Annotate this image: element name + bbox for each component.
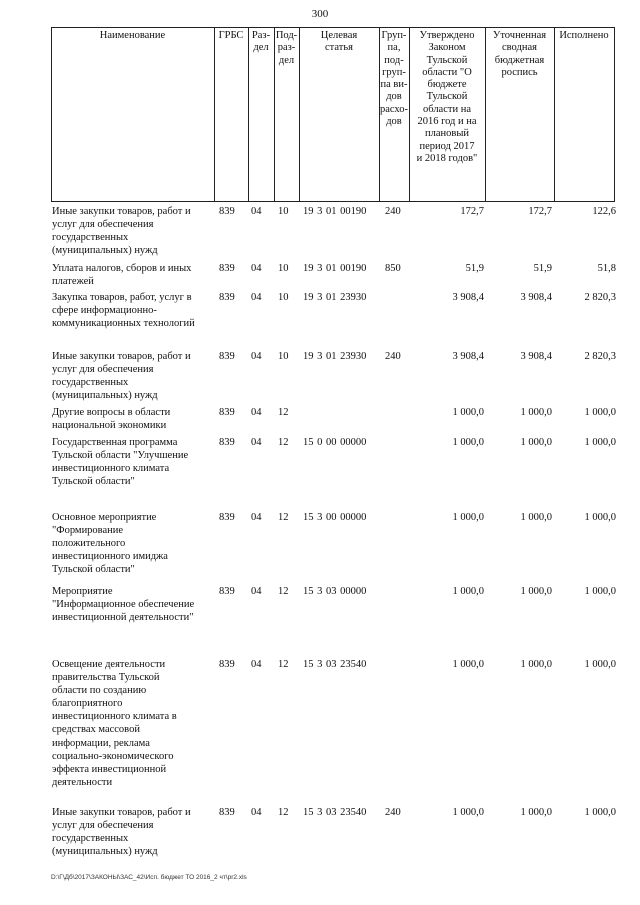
row-celevaya-statya: 19 3 01 00190 [303, 206, 367, 217]
row-ispolneno: 1 000,0 [584, 807, 616, 818]
row-vid-rashodov: 240 [385, 206, 401, 217]
row-utverzhdeno: 1 000,0 [452, 512, 484, 523]
row-name: Основное мероприятие "Формирование положительного инвестиционного имиджа Тульской области" [52, 512, 168, 576]
file-path-footer: D:\Г\Дб\2017\ЗАКОНЫ\ЗАС_42\Исп. бюджет ТО 2016_2 чт\pr2.xls [51, 874, 247, 881]
row-utverzhdeno: 51,9 [465, 263, 484, 274]
row-podrazdel: 12 [278, 807, 289, 818]
row-utverzhdeno: 3 908,4 [452, 292, 484, 303]
header-razdel: Раз- дел [251, 30, 271, 54]
header-naimenovanie: Наименование [99, 30, 166, 41]
row-name: Государственная программа Тульской области "Улучшение инвестиционного климата Тульской области" [52, 437, 189, 488]
row-podrazdel: 10 [278, 206, 289, 217]
row-celevaya-statya: 15 3 00 00000 [303, 512, 367, 523]
row-razdel: 04 [251, 263, 262, 274]
row-celevaya-statya: 19 3 01 00190 [303, 263, 367, 274]
row-razdel: 04 [251, 407, 262, 418]
row-celevaya-statya: 15 3 03 23540 [303, 659, 367, 670]
header-gruppa-vidov-rashodov: Груп- па, под- груп- па ви- дов расхо- дов [379, 30, 409, 128]
row-utochnennaya: 1 000,0 [520, 407, 552, 418]
row-grbs: 839 [219, 292, 235, 303]
row-name: Иные закупки товаров, работ и услуг для обеспечения государственных (муниципальных) нужд [52, 807, 191, 858]
row-ispolneno: 122,6 [592, 206, 616, 217]
row-razdel: 04 [251, 292, 262, 303]
row-name: Иные закупки товаров, работ и услуг для обеспечения государственных (муниципальных) нужд [52, 206, 191, 257]
row-utverzhdeno: 1 000,0 [452, 407, 484, 418]
row-utverzhdeno: 1 000,0 [452, 659, 484, 670]
row-grbs: 839 [219, 512, 235, 523]
row-grbs: 839 [219, 351, 235, 362]
row-utochnennaya: 3 908,4 [520, 292, 552, 303]
row-ispolneno: 1 000,0 [584, 512, 616, 523]
page-number: 300 [311, 8, 329, 20]
row-utverzhdeno: 172,7 [460, 206, 484, 217]
row-utochnennaya: 51,9 [533, 263, 552, 274]
row-vid-rashodov: 850 [385, 263, 401, 274]
row-grbs: 839 [219, 407, 235, 418]
row-ispolneno: 2 820,3 [584, 351, 616, 362]
row-utverzhdeno: 1 000,0 [452, 437, 484, 448]
row-utochnennaya: 1 000,0 [520, 807, 552, 818]
row-ispolneno: 1 000,0 [584, 407, 616, 418]
row-utverzhdeno: 1 000,0 [452, 807, 484, 818]
row-celevaya-statya: 15 3 03 23540 [303, 807, 367, 818]
row-razdel: 04 [251, 807, 262, 818]
row-utochnennaya: 1 000,0 [520, 437, 552, 448]
row-utochnennaya: 1 000,0 [520, 512, 552, 523]
row-razdel: 04 [251, 659, 262, 670]
row-name: Другие вопросы в области национальной экономики [52, 407, 171, 432]
row-celevaya-statya: 19 3 01 23930 [303, 351, 367, 362]
row-vid-rashodov: 240 [385, 807, 401, 818]
row-celevaya-statya: 15 3 03 00000 [303, 586, 367, 597]
header-grbs: ГРБС [218, 30, 244, 41]
row-utochnennaya: 172,7 [528, 206, 552, 217]
row-utochnennaya: 3 908,4 [520, 351, 552, 362]
row-utverzhdeno: 1 000,0 [452, 586, 484, 597]
row-name: Мероприятие "Информационное обеспечение инвестиционной деятельности" [52, 586, 195, 624]
row-celevaya-statya: 19 3 01 23930 [303, 292, 367, 303]
row-ispolneno: 1 000,0 [584, 659, 616, 670]
header-ispolneno: Исполнено [559, 30, 609, 41]
row-razdel: 04 [251, 351, 262, 362]
row-podrazdel: 12 [278, 437, 289, 448]
row-ispolneno: 51,8 [597, 263, 616, 274]
row-grbs: 839 [219, 659, 235, 670]
row-vid-rashodov: 240 [385, 351, 401, 362]
row-utverzhdeno: 3 908,4 [452, 351, 484, 362]
row-razdel: 04 [251, 512, 262, 523]
row-ispolneno: 1 000,0 [584, 437, 616, 448]
row-razdel: 04 [251, 437, 262, 448]
row-podrazdel: 10 [278, 292, 289, 303]
row-name: Закупка товаров, работ, услуг в сфере информационно- коммуникационных технологий [52, 292, 195, 330]
row-grbs: 839 [219, 263, 235, 274]
row-ispolneno: 1 000,0 [584, 586, 616, 597]
row-name: Иные закупки товаров, работ и услуг для обеспечения государственных (муниципальных) нужд [52, 351, 191, 402]
row-podrazdel: 12 [278, 659, 289, 670]
row-utochnennaya: 1 000,0 [520, 586, 552, 597]
row-grbs: 839 [219, 807, 235, 818]
row-podrazdel: 10 [278, 351, 289, 362]
row-razdel: 04 [251, 206, 262, 217]
row-name: Освещение деятельности правительства Тульской области по созданию благоприятного инвестиционного климата в средствах массовой информации, реклама социально-экономического эффекта инвестиционной деятельности [52, 659, 177, 788]
row-podrazdel: 10 [278, 263, 289, 274]
row-podrazdel: 12 [278, 512, 289, 523]
row-utochnennaya: 1 000,0 [520, 659, 552, 670]
row-grbs: 839 [219, 206, 235, 217]
header-utochnennaya-rospis: Уточненная сводная бюджетная роспись [492, 30, 547, 78]
header-celevaya-statya: Целевая статья [320, 30, 358, 54]
row-grbs: 839 [219, 437, 235, 448]
row-podrazdel: 12 [278, 407, 289, 418]
header-podrazdel: Под- раз- дел [275, 30, 298, 66]
row-podrazdel: 12 [278, 586, 289, 597]
row-grbs: 839 [219, 586, 235, 597]
row-razdel: 04 [251, 586, 262, 597]
row-celevaya-statya: 15 0 00 00000 [303, 437, 367, 448]
row-ispolneno: 2 820,3 [584, 292, 616, 303]
row-name: Уплата налогов, сборов и иных платежей [52, 263, 192, 288]
header-utverzhdeno: Утверждено Законом Тульской области "О бюджете Тульской области на 2016 год и на плановый период 2017 и 2018 годов" [416, 30, 478, 164]
